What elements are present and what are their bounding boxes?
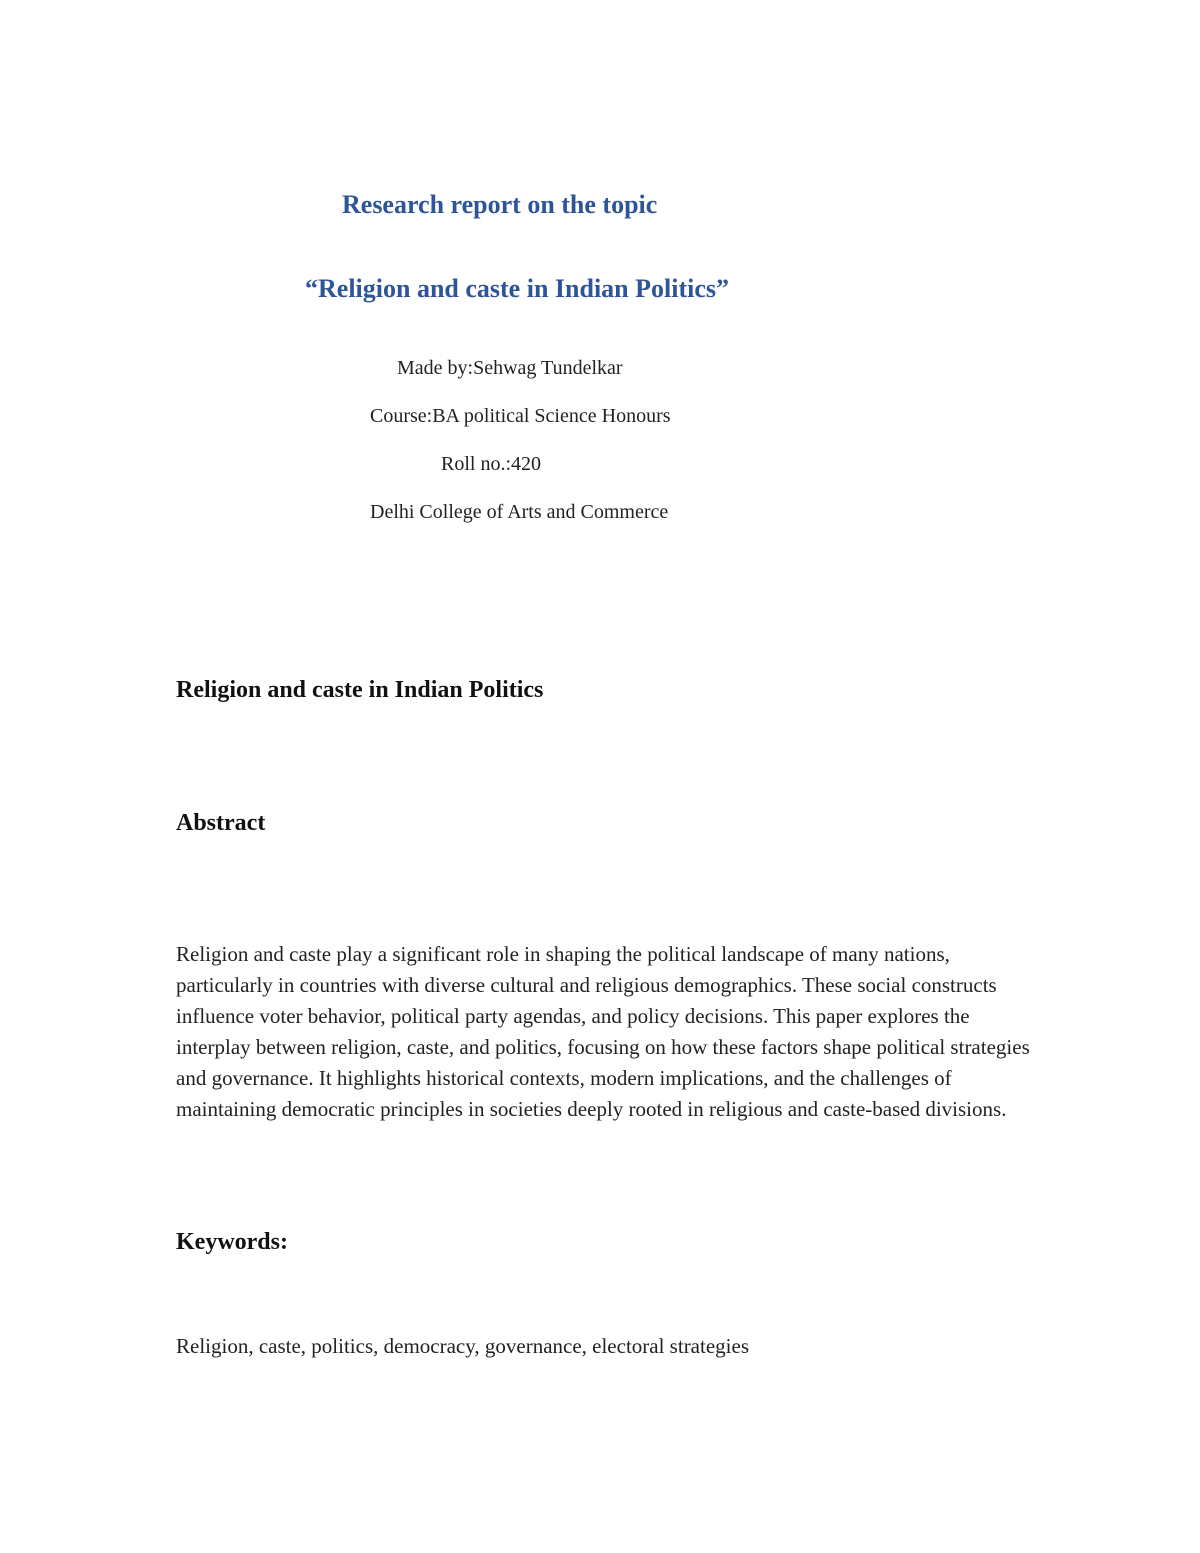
keywords-list: Religion, caste, politics, democracy, governance, electoral strategies <box>176 1334 749 1358</box>
report-heading: Research report on the topic <box>342 190 658 219</box>
abstract-heading: Abstract <box>176 810 266 836</box>
keywords-heading: Keywords: <box>176 1229 288 1255</box>
report-topic-title: “Religion and caste in Indian Politics” <box>305 274 729 303</box>
paper-title: Religion and caste in Indian Politics <box>176 677 544 703</box>
roll-number-line: Roll no.:420 <box>441 453 542 475</box>
course-line: Course:BA political Science Honours <box>370 405 671 427</box>
author-line: Made by:Sehwag Tundelkar <box>397 357 623 379</box>
college-line: Delhi College of Arts and Commerce <box>370 501 669 523</box>
abstract-paragraph: Religion and caste play a significant role in shaping the political landscape of many nations, particularly in countries with diverse cultural and religious demographics. These social constructs influence voter behavior, political party agendas, and policy decisions. This paper explores the interplay between religion, caste, and politics, focusing on how these factors shape political strategies and governance. It highlights historical contexts, modern implications, and the challenges of maintaining democratic principles in societies deeply rooted in religious and caste-based divisions. <box>176 942 1030 1121</box>
